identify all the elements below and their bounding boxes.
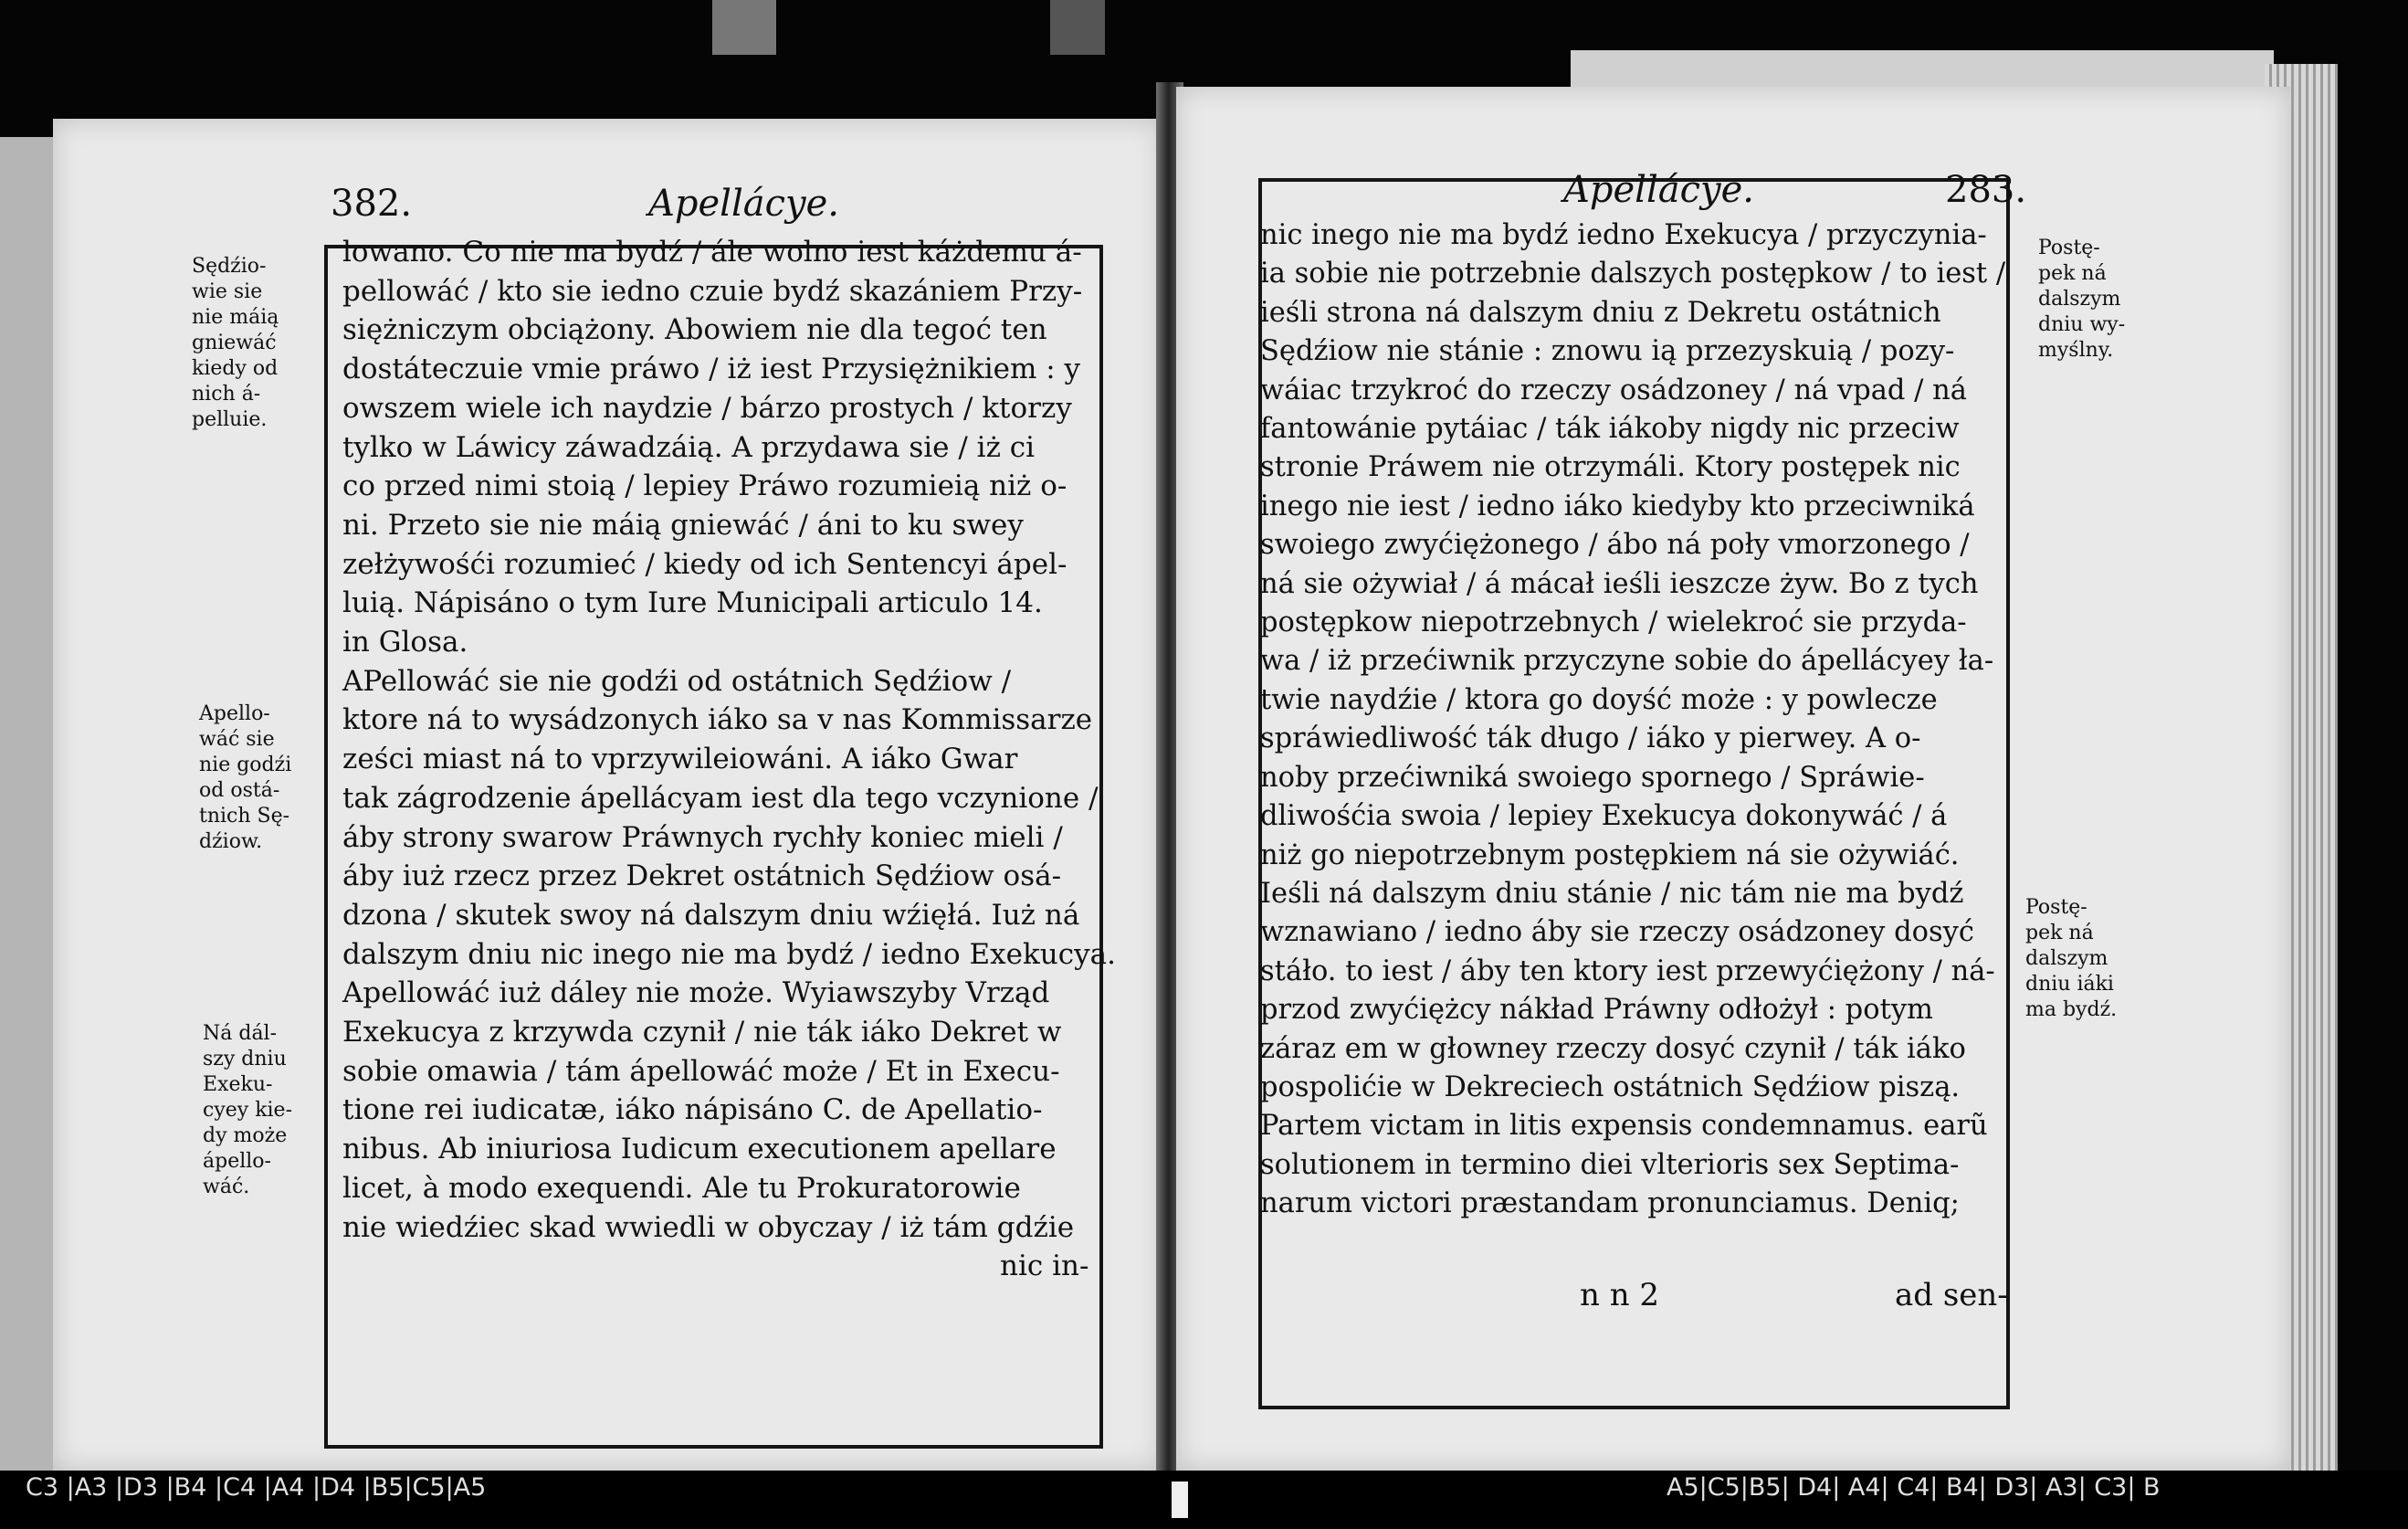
gloss-line: nie máią <box>192 306 279 329</box>
text-line: sobie omawia / tám ápellowáć może / Et in Execu- <box>342 1054 1060 1088</box>
text-line: stáło. to iest / áby ten ktory iest przewyćiężony / ná- <box>1260 954 1995 987</box>
text-line: wáiac trzykroć do rzeczy osádzoney / ná vpad / ná <box>1260 374 1967 406</box>
text-line: nic inego nie ma bydź iedno Exekucya / przyczynia- <box>1260 219 1987 251</box>
left-running-head: Apellácye. <box>648 183 839 225</box>
text-line: postępkow niepotrzebnych / wielekroć sie przyda- <box>1260 606 1967 639</box>
gloss-line: pek ná <box>2025 922 2094 944</box>
text-line: zełżywośći rozumieć / kiedy od ich Sentencyi ápel- <box>342 547 1067 581</box>
text-line: Exekucya z krzywda czynił / nie ták iáko Dekret w <box>342 1016 1062 1049</box>
text-line: tak zágrodzenie ápellácyam iest dla tego vczynione / <box>342 781 1099 815</box>
text-line: záraz em w głowney rzeczy dosyć czynił / ták iáko <box>1260 1032 1966 1065</box>
margin-gloss <box>2025 895 2117 1023</box>
text-line: ná sie ożywiał / á mácał ieśli ieszcze żyw. Bo z tych <box>1260 567 1979 600</box>
gloss-line: wáć sie <box>199 728 275 751</box>
gloss-line: ápello- <box>203 1150 271 1173</box>
text-line: co przed nimi stoią / lepiey Práwo rozumieią niż o- <box>342 469 1067 503</box>
left-page-number: 382. <box>331 183 413 225</box>
text-line: inego nie iest / iedno iáko kiedyby kto przeciwniká <box>1260 490 1975 522</box>
gloss-line: dniu wy- <box>2038 313 2126 336</box>
text-line: siężniczym obciążony. Abowiem nie dla tegoć ten <box>342 313 1047 347</box>
text-line: niż go niepotrzebnym postępkiem ná sie ożywiáć. <box>1260 838 1960 871</box>
text-line: ieśli strona ná dalszym dniu z Dekretu ostátnich <box>1260 296 1941 329</box>
text-line: Apellowáć iuż dáley nie może. Wyiawszyby Vrząd <box>342 976 1050 1010</box>
gloss-line: nie godźi <box>199 754 292 776</box>
text-line: dzona / skutek swoy ná dalszym dniu wźięłá. Iuż ná <box>342 898 1080 932</box>
text-line: áby iuż rzecz przez Dekret ostátnich Sędźiow osá- <box>342 859 1062 893</box>
catchword: ad sen- <box>1895 1277 2008 1313</box>
text-line: twie naydźie / ktora go doyść może : y powlecze <box>1260 683 1938 716</box>
gloss-line: Ná dál- <box>203 1022 278 1045</box>
text-line: luią. Nápisáno o tym Iure Municipali articulo 14. <box>342 586 1043 620</box>
text-line: APellowáć sie nie godźi od ostátnich Sędźiow / <box>342 664 1012 698</box>
text-line: tylko w Láwicy záwadzáią. A przydawa sie / iż ci <box>342 430 1036 464</box>
gloss-line: Postę- <box>2025 896 2087 919</box>
text-line: pellowáć / kto sie iedno czuie bydź skazániem Przy- <box>342 274 1083 308</box>
text-line: tione rei iudicatæ, iáko nápisáno C. de Apellatio- <box>342 1093 1043 1127</box>
text-line: ktore ná to wysádzonych iáko sa v nas Kommissarze <box>342 703 1093 737</box>
gloss-line: dy może <box>203 1124 288 1147</box>
gloss-line: tnich Sę- <box>199 805 290 828</box>
margin-gloss <box>2038 236 2125 364</box>
gloss-line: wie sie <box>192 280 263 303</box>
text-line: lowano. Co nie ma bydź / ále wolno iest káżdemu á- <box>342 236 1082 269</box>
page-edges-left <box>0 137 53 1471</box>
gloss-line: Sędźio- <box>192 255 267 278</box>
text-line: ia sobie nie potrzebnie dalszych postępkow / to iest / <box>1260 258 2006 290</box>
gloss-line: myślny. <box>2038 339 2114 362</box>
text-line: Sędźiow nie stánie : znowu ią przezyskuią / pozy- <box>1260 335 1955 368</box>
text-line: licet, à modo exequendi. Ale tu Prokuratorowie <box>342 1171 1021 1205</box>
text-line: narum victori præstandam pronunciamus. Deniq; <box>1260 1187 1960 1220</box>
margin-gloss <box>203 1021 292 1200</box>
text-line: pospolićie w Dekreciech ostátnich Sędźiow piszą. <box>1260 1070 1961 1103</box>
text-line: fantowánie pytáiac / ták iákoby nigdy nic przeciw <box>1260 413 1960 446</box>
center-marker <box>1172 1482 1188 1518</box>
top-edge-shading <box>1050 0 1105 55</box>
gloss-line: kiedy od <box>192 357 279 380</box>
text-line: ni. Przeto sie nie máią gniewáć / áni to ku swey <box>342 508 1024 542</box>
gloss-line: dźiow. <box>199 830 263 853</box>
gloss-line: od ostá- <box>199 779 280 802</box>
gloss-line: Exeku- <box>203 1073 273 1096</box>
gloss-line: nich á- <box>192 383 261 406</box>
right-running-head: Apellácye. <box>1563 169 1754 211</box>
text-line: ześci miast ná to vprzywileiowáni. A iáko Gwar <box>342 743 1018 776</box>
text-line: dostáteczuie vmie práwo / iż iest Przysiężnikiem : y <box>342 353 1081 386</box>
gloss-line: pek ná <box>2038 262 2107 285</box>
gloss-line: dalszym <box>2025 947 2108 970</box>
text-line: nibus. Ab iniuriosa Iudicum executionem apellare <box>342 1133 1057 1166</box>
right-body-text <box>1260 216 2005 1224</box>
text-line: przod zwyćiężcy nákład Práwny odłożył : potym <box>1260 994 1933 1027</box>
gloss-line: cyey kie- <box>203 1099 293 1122</box>
left-body-text <box>342 233 1116 1286</box>
text-line: swoiego zwyćiężonego / ábo ná poły vmorzonego / <box>1260 529 1970 562</box>
text-line: Ieśli ná dalszym dniu stánie / nic tám nie ma bydź <box>1260 877 1964 910</box>
catchword: nic in- <box>1000 1250 1089 1283</box>
top-edge-shading <box>712 0 776 55</box>
margin-gloss <box>192 254 279 433</box>
text-line: wznawiano / iedno áby sie rzeczy osádzoney dosyć <box>1260 916 1974 949</box>
signature-mark: n n 2 <box>1580 1277 1660 1313</box>
text-line: in Glosa. <box>342 626 468 659</box>
gloss-line: pelluie. <box>192 408 268 431</box>
text-line: dliwośćia swoia / lepiey Exekucya dokonywáć / á <box>1260 800 1948 833</box>
gloss-line: szy dniu <box>203 1048 287 1070</box>
right-page-number: 283. <box>1945 169 2027 211</box>
text-line: dalszym dniu nic inego nie ma bydź / iedno Exekucya. <box>342 937 1116 971</box>
text-line: nie wiedźiec skad wwiedli w obyczay / iż tám gdźie <box>342 1210 1075 1244</box>
text-line: owszem wiele ich naydzie / bárzo prostych / ktorzy <box>342 391 1072 425</box>
text-line: Partem victam in litis expensis condemnamus. earũ <box>1260 1110 1988 1143</box>
text-line: noby przećiwniká swoiego spornego / Spráwie- <box>1260 761 1925 794</box>
gloss-line: ma bydź. <box>2025 998 2118 1021</box>
tab-labels-left: C3 |A3 |D3 |B4 |C4 |A4 |D4 |B5|C5|A5 <box>26 1473 487 1502</box>
gloss-line: dalszym <box>2038 288 2121 311</box>
tab-labels-right: A5|C5|B5| D4| A4| C4| B4| D3| A3| C3| B <box>1667 1473 2161 1502</box>
gloss-line: gniewáć <box>192 332 277 354</box>
text-line: wa / iż przećiwnik przyczyne sobie do ápellácyey ła- <box>1260 645 1994 678</box>
text-line: spráwiedliwość ták długo / iáko y pierwey. A o- <box>1260 722 1921 755</box>
gloss-line: Postę- <box>2038 237 2100 259</box>
gloss-line: Apello- <box>199 702 270 725</box>
page-edges-top <box>1571 50 2274 87</box>
text-line: stronie Práwem nie otrzymáli. Ktory postępek nic <box>1260 451 1961 484</box>
gloss-line: wáć. <box>203 1176 250 1198</box>
gloss-line: dniu iáki <box>2025 973 2114 996</box>
text-line: áby strony swarow Práwnych rychły koniec mieli / <box>342 820 1063 854</box>
text-line: solutionem in termino diei vlterioris sex Septima- <box>1260 1148 1960 1181</box>
margin-gloss <box>199 701 291 855</box>
